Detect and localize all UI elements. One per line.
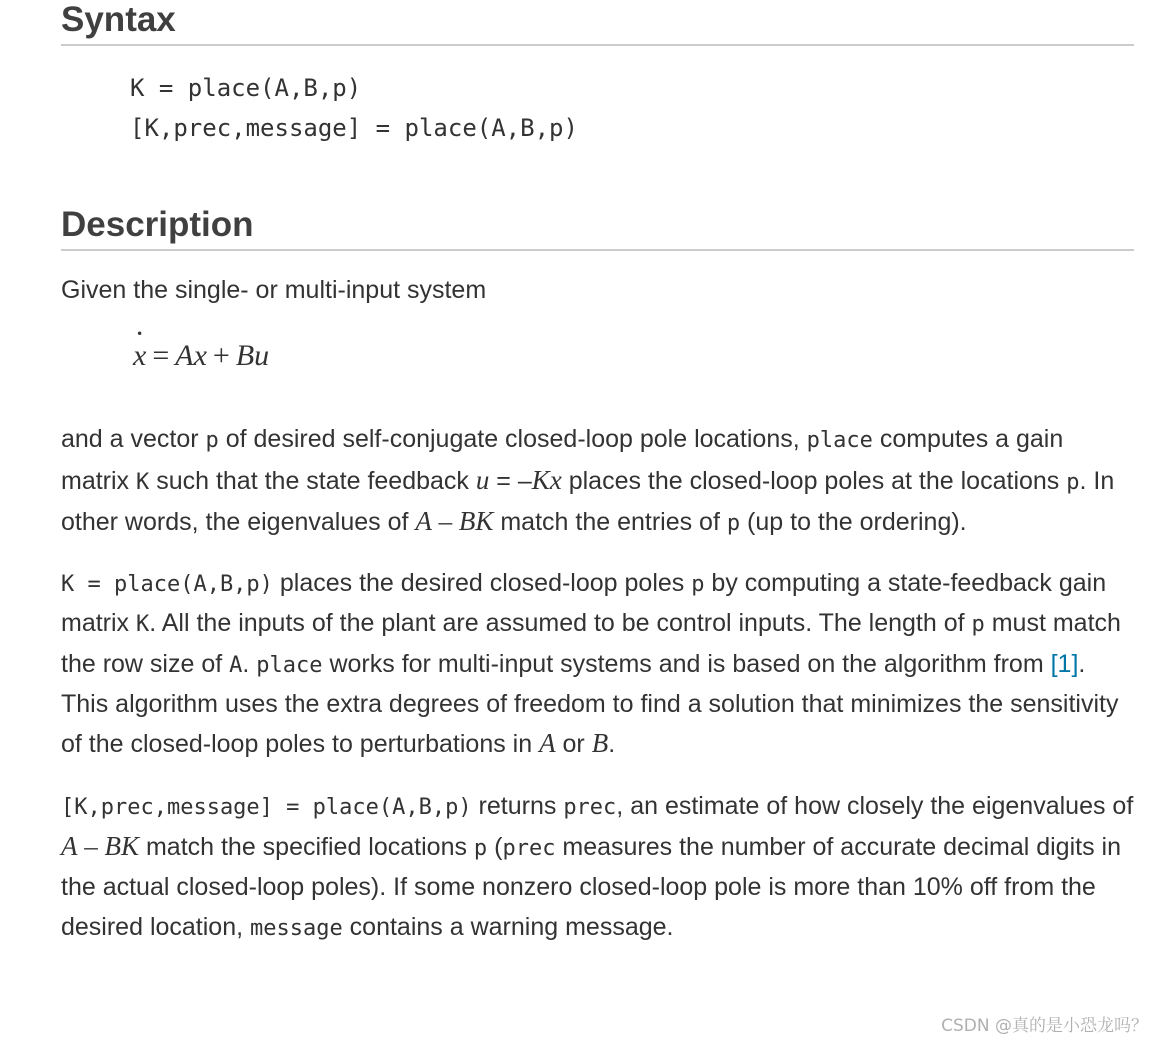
text-run: (up to the ordering). (740, 507, 967, 536)
code-p: p (691, 572, 705, 598)
state-equation (133, 336, 1134, 376)
math-a: A (539, 728, 556, 759)
text-run: such that the state feedback (149, 466, 476, 495)
text-run: and a vector (61, 425, 206, 454)
code-place: place (256, 652, 323, 678)
reference-link-1[interactable]: [1] (1050, 649, 1079, 678)
text-run: , an estimate of how closely the eigenvalues of (616, 791, 1134, 820)
math-bk: BK (458, 505, 494, 536)
intro-text: Given the single- or multi-input system (61, 276, 487, 304)
equation-equals: = (152, 339, 170, 373)
text-run: by computing a state-feedback gain matrix (61, 569, 1107, 638)
math-a-minus-bk (61, 831, 139, 861)
text-run: returns (471, 791, 564, 820)
code-p: p (473, 835, 488, 861)
math-a-minus-bk (415, 506, 493, 536)
code-k: K (136, 612, 150, 638)
math-a: A (61, 830, 78, 861)
math-kx: Kx (531, 464, 562, 495)
equation-plus: + (212, 339, 230, 373)
text-run: match the entries of (493, 507, 727, 536)
math-bk: BK (104, 830, 140, 861)
text-run: measures the number of accurate decimal digits in the actual closed-loop poles). If some nonzero closed-loop pole is more than 10% off from the desired location, (61, 832, 1121, 941)
text-run: must match the row size of (61, 609, 1121, 678)
description-paragraph-1 (61, 420, 1134, 543)
code-k: K (136, 469, 150, 495)
text-run: . (608, 730, 616, 759)
text-run: ( (487, 832, 503, 861)
code-a: A (229, 652, 243, 678)
syntax-line-2: [K,prec,message] = place(A,B,p) (130, 114, 578, 142)
code-p: p (971, 612, 985, 638)
doc-page (61, 0, 1134, 948)
code-prec: prec (563, 794, 617, 820)
math-minus: – (77, 830, 105, 861)
text-run: match the specified locations (139, 832, 474, 861)
code-syntax-2: [K,prec,message] = place(A,B,p) (61, 794, 472, 820)
code-place: place (806, 428, 873, 454)
code-p: p (205, 428, 219, 454)
description-paragraph-3 (61, 787, 1134, 948)
equation-ax: Ax (175, 339, 207, 373)
text-run: = – (489, 466, 532, 495)
code-prec: prec (502, 835, 556, 861)
text-run: . In other words, the eigenvalues of (61, 466, 1115, 536)
text-run: . (242, 649, 257, 678)
equation-bu: Bu (235, 339, 270, 373)
math-b: B (591, 728, 609, 759)
equation-xdot: · x (133, 336, 146, 376)
code-syntax-1: K = place(A,B,p) (61, 572, 273, 598)
text-run: works for multi-input systems and is based on the algorithm from (322, 649, 1051, 678)
math-minus: – (431, 505, 459, 536)
math-u: u (475, 464, 490, 495)
syntax-code-block (130, 68, 1134, 148)
text-run: . This algorithm uses the extra degrees of freedom to find a solution that minimizes the sensitivity of the closed-loop poles to perturbations in (61, 649, 1119, 759)
description-heading: Description (61, 205, 1134, 251)
csdn-watermark: CSDN @真的是小恐龙吗？ (941, 1016, 1148, 1036)
text-run: contains a warning message. (342, 912, 674, 941)
text-run: computes a gain matrix (61, 425, 1064, 495)
text-run: of desired self-conjugate closed-loop pole locations, (218, 425, 807, 454)
text-run: places the closed-loop poles at the locations (561, 466, 1067, 495)
code-p: p (726, 510, 741, 536)
syntax-line-1: K = place(A,B,p) (130, 74, 362, 102)
code-message: message (250, 915, 343, 941)
syntax-heading: Syntax (61, 0, 1134, 46)
text-run: . All the inputs of the plant are assumed to be control inputs. The length of (149, 609, 972, 638)
code-p: p (1066, 469, 1080, 495)
text-run: places the desired closed-loop poles (272, 569, 692, 598)
text-run: or (555, 730, 592, 759)
description-paragraph-2 (61, 564, 1134, 764)
math-a: A (415, 505, 432, 536)
